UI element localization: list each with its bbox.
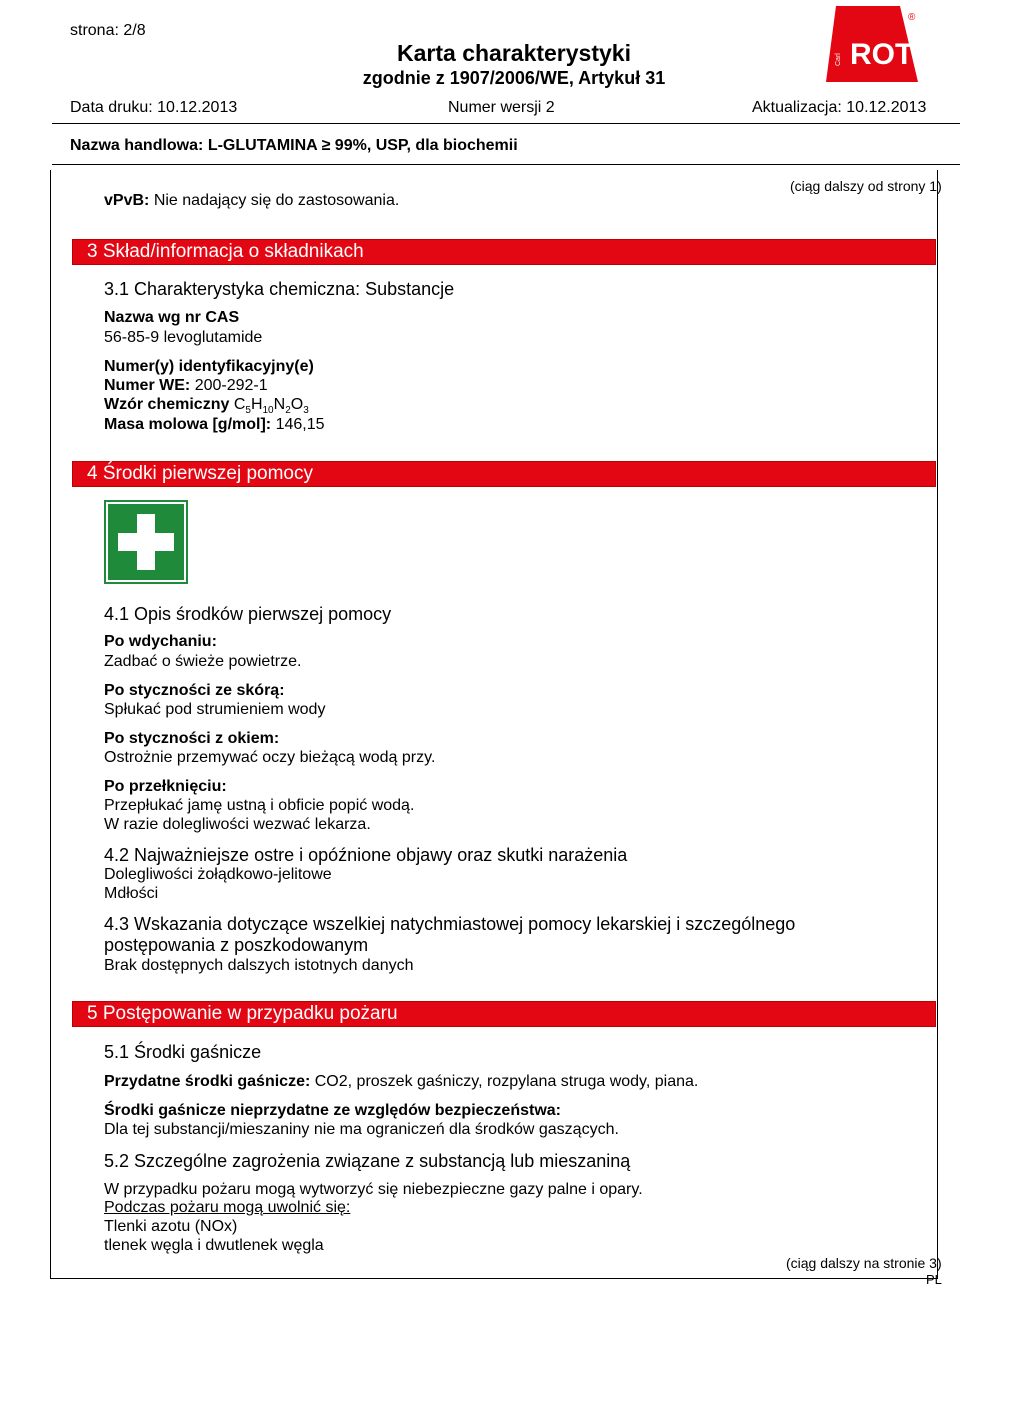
section-3-header: 3 Skład/informacja o składnikach <box>72 239 936 265</box>
formula-h-count: 10 <box>262 405 274 417</box>
trade-name-label: Nazwa handlowa: <box>70 137 204 154</box>
unsuitable-text: Dla tej substancji/mieszaniny nie ma ograniczeń dla środków gaszących. <box>104 1121 619 1138</box>
inhalation-label: Po wdychaniu: <box>104 633 217 650</box>
skin-label: Po styczności ze skórą: <box>104 682 285 699</box>
inhalation-text: Zadbać o świeże powietrze. <box>104 653 302 670</box>
chemical-formula <box>104 396 309 416</box>
swallow-label: Po przełknięciu: <box>104 778 227 795</box>
release-label: Podczas pożaru mogą uwolnić się: <box>104 1199 351 1216</box>
suitable-media <box>104 1073 698 1091</box>
cas-label: Nazwa wg nr CAS <box>104 309 240 326</box>
mass-value: 146,15 <box>275 416 325 433</box>
vpvb-line <box>104 192 399 210</box>
we-label: Numer WE: <box>104 377 191 394</box>
continued-from: (ciąg dalszy od strony 1) <box>790 178 942 194</box>
document-subtitle: zgodnie z 1907/2006/WE, Artykuł 31 <box>362 68 666 88</box>
section-5-2-title: 5.2 Szczególne zagrożenia związane z substancją lub mieszaniną <box>104 1151 631 1171</box>
cas-value: 56-85-9 levoglutamide <box>104 329 263 346</box>
symptom-1: Dolegliwości żołądkowo-jelitowe <box>104 866 332 883</box>
section-5-header: 5 Postępowanie w przypadku pożaru <box>72 1001 936 1027</box>
section-4-header: 4 Środki pierwszej pomocy <box>72 461 936 487</box>
ident-label: Numer(y) identyfikacyjny(e) <box>104 358 314 375</box>
hazard-text: W przypadku pożaru mogą wytworzyć się niebezpieczne gazy palne i opary. <box>104 1181 643 1198</box>
we-number <box>104 377 268 395</box>
version-number: Numer wersji 2 <box>448 99 555 116</box>
logo-text: ROTH <box>850 38 935 71</box>
formula-o: O <box>290 396 304 413</box>
mass-label: Masa molowa [g/mol]: <box>104 416 272 433</box>
formula-h: H <box>250 396 263 413</box>
formula-o-count: 3 <box>303 405 309 417</box>
first-aid-cross-icon <box>104 500 188 584</box>
eye-text: Ostrożnie przemywać oczy bieżącą wodą przy. <box>104 749 436 766</box>
section-4-3-text: Brak dostępnych dalszych istotnych danych <box>104 957 414 974</box>
document-title: Karta charakterystyki <box>397 40 631 66</box>
section-5-1-title: 5.1 Środki gaśnicze <box>104 1042 262 1062</box>
roth-logo <box>826 4 935 84</box>
language-code: PL <box>926 1272 942 1287</box>
molar-mass <box>104 416 325 434</box>
print-date: Data druku: 10.12.2013 <box>70 99 238 116</box>
suitable-label: Przydatne środki gaśnicze: <box>104 1073 311 1090</box>
formula-c-count: 5 <box>245 405 251 417</box>
trade-name-value: L-GLUTAMINA ≥ 99%, USP, dla biochemii <box>207 137 518 154</box>
skin-text: Spłukać pod strumieniem wody <box>104 701 326 718</box>
release-item-1: Tlenki azotu (NOx) <box>104 1218 238 1235</box>
formula-n-count: 2 <box>285 405 291 417</box>
swallow-text-2: W razie dolegliwości wezwać lekarza. <box>104 816 371 833</box>
logo-side-text: Carl <box>835 53 842 66</box>
vpvb-text: Nie nadający się do zastosowania. <box>153 192 400 209</box>
vpvb-label: vPvB: <box>104 192 150 209</box>
continued-to: (ciąg dalszy na stronie 3) <box>786 1255 942 1271</box>
section-4-3-title-line-1: 4.3 Wskazania dotyczące wszelkiej natychmiastowej pomocy lekarskiej i szczególnego <box>104 914 796 934</box>
logo-registered: ® <box>908 12 916 23</box>
trade-name <box>70 137 518 155</box>
header-rule <box>52 123 960 124</box>
swallow-text-1: Przepłukać jamę ustną i obficie popić wodą. <box>104 797 415 814</box>
section-4-1-title: 4.1 Opis środków pierwszej pomocy <box>104 604 392 624</box>
unsuitable-label: Środki gaśnicze nieprzydatne ze względów bezpieczeństwa: <box>104 1102 561 1119</box>
formula-c: C <box>233 396 246 413</box>
formula-label: Wzór chemiczny <box>104 396 230 413</box>
formula-n: N <box>273 396 286 413</box>
suitable-text: CO2, proszek gaśniczy, rozpylana struga wody, piana. <box>314 1073 699 1090</box>
symptom-2: Mdłości <box>104 885 159 902</box>
eye-label: Po styczności z okiem: <box>104 730 280 747</box>
we-value: 200-292-1 <box>194 377 268 394</box>
section-3-1-title: 3.1 Charakterystyka chemiczna: Substancje <box>104 279 455 299</box>
section-4-3-title-line-2: postępowania z poszkodowanym <box>104 935 369 955</box>
trade-name-rule <box>52 164 960 165</box>
release-item-2: tlenek węgla i dwutlenek węgla <box>104 1237 324 1254</box>
update-date: Aktualizacja: 10.12.2013 <box>752 99 927 116</box>
section-4-2-title: 4.2 Najważniejsze ostre i opóźnione objawy oraz skutki narażenia <box>104 845 628 865</box>
page-number: strona: 2/8 <box>70 22 146 39</box>
